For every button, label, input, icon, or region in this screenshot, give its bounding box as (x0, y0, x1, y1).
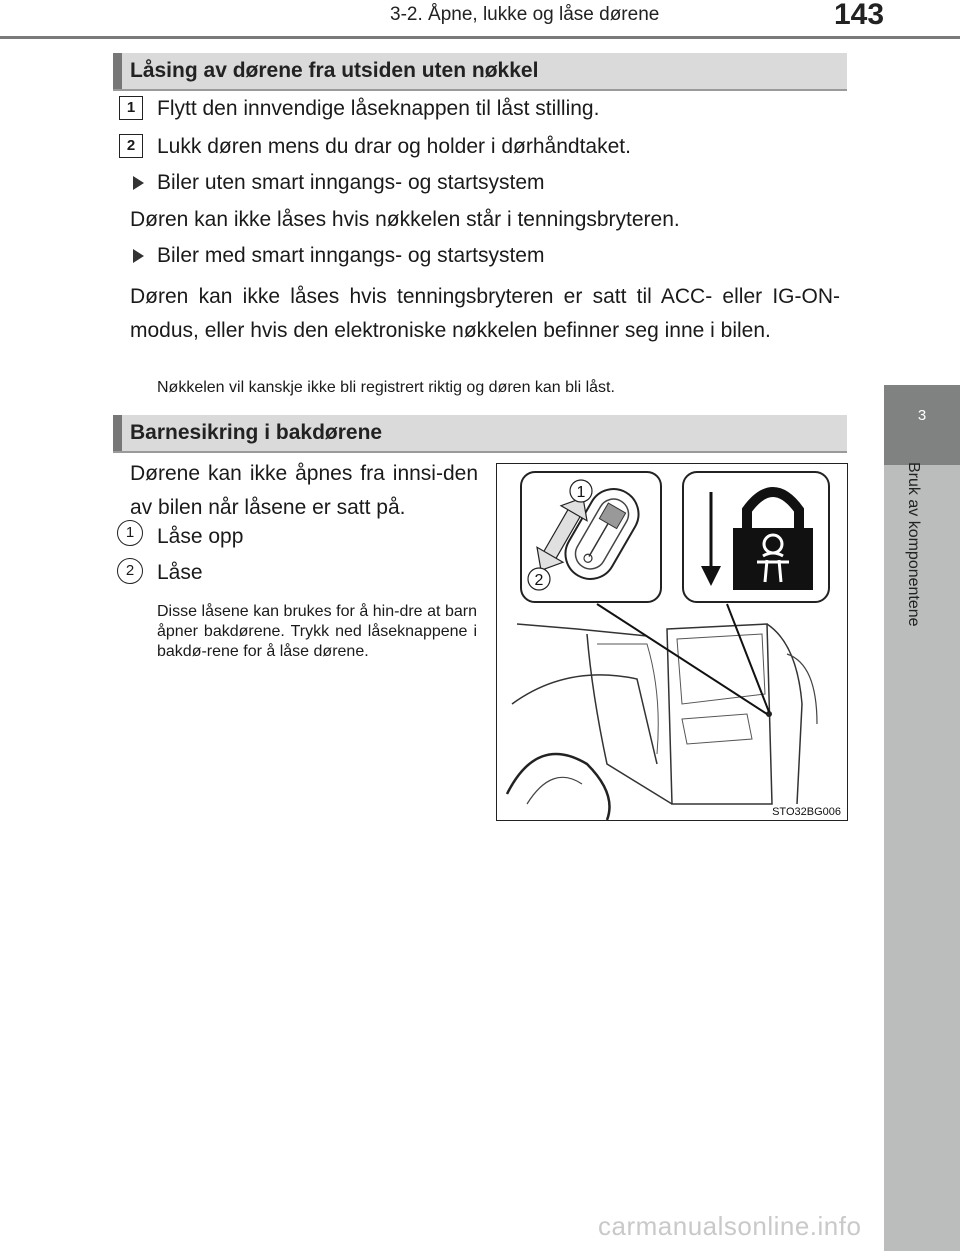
note-child-lock-usage: Disse låsene kan brukes for å hin-dre at barn åpner bakdørene. Trykk ned låseknappene i bakdø-rene for å låse dørene. (157, 603, 477, 660)
item-text-lock: Låse (157, 561, 203, 584)
paragraph-smart-system: Døren kan ikke låses hvis tenningsbryteren er satt til ACC- eller IG-ON-modus, eller hvis den elektroniske nøkkelen befinner seg inne i bilen. (130, 285, 840, 342)
chapter-number: 3 (917, 407, 927, 424)
chapter-strip (884, 465, 960, 1251)
section-title: Låsing av dørene fra utsiden uten nøkkel (130, 59, 539, 82)
bullet-heading-without-smart: Biler uten smart inngangs- og startsystem (157, 171, 545, 194)
figure-label-1: 1 (576, 484, 586, 501)
section-heading-child-lock (113, 415, 847, 453)
item-text-unlock: Låse opp (157, 525, 244, 548)
section-heading-locking (113, 53, 847, 91)
section-marker (113, 53, 122, 89)
section-title: Barnesikring i bakdørene (130, 421, 383, 444)
child-lock-illustration (496, 463, 848, 821)
item-number-2: 2 (117, 558, 143, 584)
step-text-2: Lukk døren mens du drar og holder i dørhåndtaket. (157, 135, 631, 158)
section-marker (113, 415, 122, 451)
paragraph-key-in-ignition: Døren kan ikke låses hvis nøkkelen står i tenningsbryteren. (130, 208, 680, 231)
chapter-tab (884, 385, 960, 465)
item-number-1: 1 (117, 520, 143, 546)
chapter-title: Bruk av komponentene (905, 462, 922, 627)
figure-code: STO32BG006 (772, 806, 841, 818)
bullet-arrow-icon (133, 249, 144, 263)
page-number: 143 (834, 0, 885, 31)
header-divider (0, 36, 960, 39)
child-lock-drawing (497, 464, 847, 820)
running-header-section: 3-2. Åpne, lukke og låse dørene (390, 4, 660, 25)
step-number-2: 2 (119, 134, 143, 158)
bullet-heading-with-smart: Biler med smart inngangs- og startsystem (157, 244, 545, 267)
watermark: carmanualsonline.info (598, 1211, 862, 1241)
note-key-registration: Nøkkelen vil kanskje ikke bli registrert riktig og døren kan bli låst. (157, 379, 615, 396)
step-number-1: 1 (119, 96, 143, 120)
paragraph-child-lock-intro: Dørene kan ikke åpnes fra innsi-den av bilen når låsene er satt på. (130, 462, 478, 519)
figure-label-2: 2 (534, 572, 544, 589)
step-text-1: Flytt den innvendige låseknappen til låst stilling. (157, 97, 600, 120)
bullet-arrow-icon (133, 176, 144, 190)
